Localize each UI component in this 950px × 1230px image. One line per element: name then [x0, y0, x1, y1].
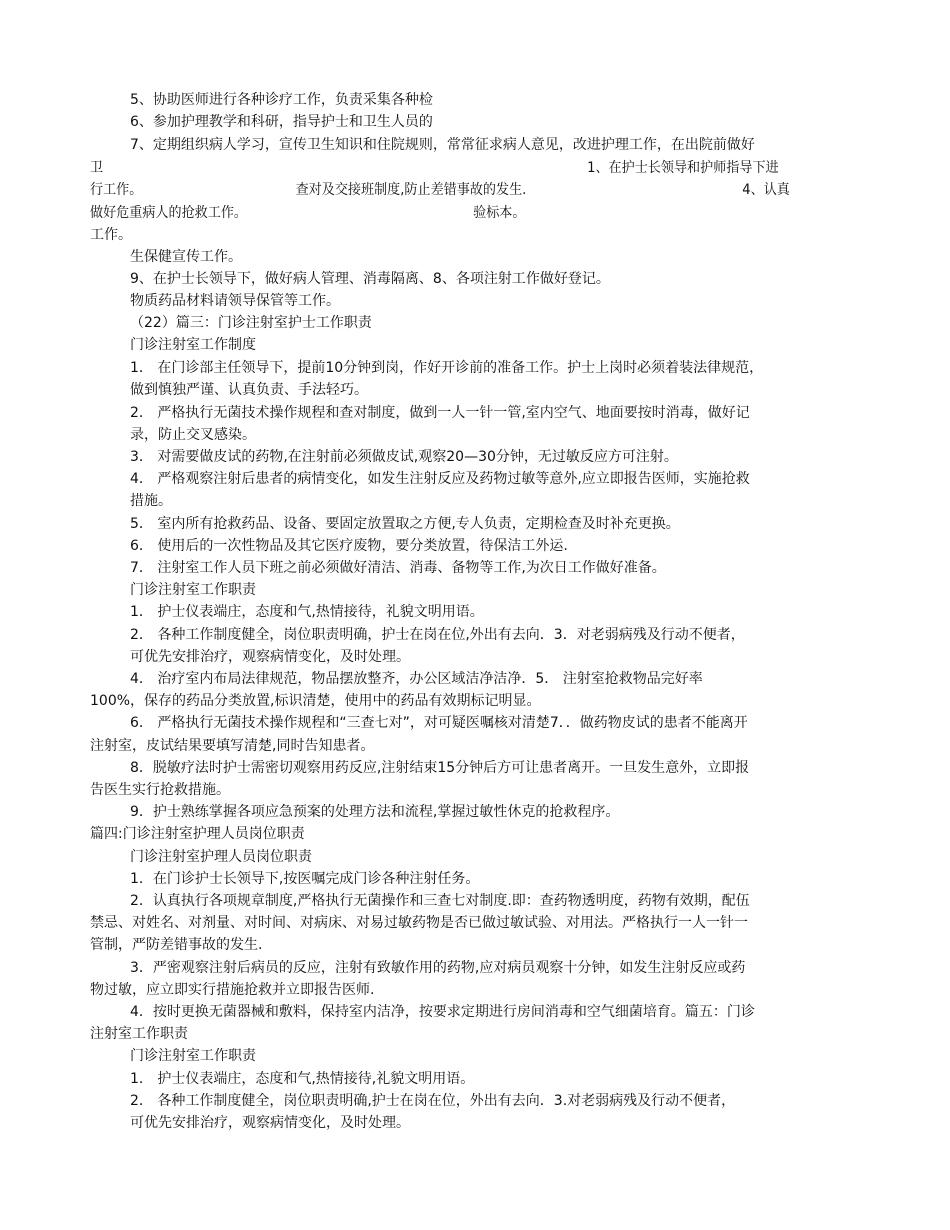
- text-line: 6、参加护理教学和科研，指导护士和卫生人员的: [130, 114, 433, 130]
- subheading: 门诊注射室工作职责: [130, 1048, 256, 1064]
- list-item: 1． 护士仪表端庄，态度和气,热情接待,礼貌文明用语。: [130, 1071, 475, 1087]
- text-fragment: 4、认真: [742, 182, 790, 198]
- subheading: 门诊注射室护理人员岗位职责: [130, 849, 312, 865]
- list-item: 4． 治疗室内布局法律规范，物品摆放整齐，办公区域洁净洁净．5． 注射室抢救物品完好率: [130, 671, 703, 687]
- paragraph-line: 物过敏，应立即实行措施抢救并立即报告医师.: [90, 982, 375, 998]
- list-item: 100%，保存的药品分类放置,标识清楚，使用中的药品有效期标记明显。: [90, 693, 541, 709]
- list-item: 1． 在门诊部主任领导下，提前10分钟到岗，作好开诊前的准备工作。护士上岗时必须着装法律规范，: [130, 360, 764, 376]
- paragraph-line: 禁忌、对姓名、对剂量、对时间、对病床、对易过敏药物是否已做过敏试验、对用法。严格执行一人一针一: [90, 915, 748, 931]
- list-item: 8．脱敏疗法时护士需密切观察用药反应,注射结束15分钟后方可让患者离开。一旦发生意外，立即报: [130, 760, 750, 776]
- text-line: 9、在护士长领导下，做好病人管理、消毒隔离、8、各项注射工作做好登记。: [130, 271, 610, 287]
- list-item: 告医生实行抢救措施。: [90, 782, 230, 798]
- list-item: 6． 严格执行无菌技术操作规程和“三查七对”，对可疑医嘱核对清楚7．．做药物皮试的患者不能离开: [130, 715, 748, 731]
- text-line: 5、协助医师进行各种诊疗工作，负责采集各种检: [130, 92, 433, 108]
- paragraph-line: 4．按时更换无菌器械和敷料，保持室内洁净，按要求定期进行房间消毒和空气细菌培育。篇五：门诊: [130, 1004, 755, 1020]
- subheading: 门诊注射室工作制度: [130, 337, 256, 353]
- text-line: 生保健宣传工作。: [130, 249, 242, 265]
- text-line: [90, 158, 875, 178]
- list-item: 7． 注射室工作人员下班之前必须做好清洁、消毒、备物等工作,为次日工作做好准备。: [130, 560, 666, 576]
- list-item: 录，防止交叉感染。: [130, 427, 256, 443]
- list-item: 1． 护士仪表端庄，态度和气,热情接待，礼貌文明用语。: [130, 604, 484, 620]
- list-item: 注射室，皮试结果要填写清楚,同时告知患者。: [90, 738, 375, 754]
- paragraph-line: 2．认真执行各项规章制度,严格执行无菌操作和三查七对制度.即：查药物透明度，药物有效期，配伍: [130, 893, 750, 909]
- text-fragment: 行工作。: [90, 182, 143, 198]
- section-heading: 篇四:门诊注射室护理人员岗位职责: [90, 826, 305, 842]
- text-line: 工作。: [90, 227, 132, 243]
- text-fragment: 查对及交接班制度,防止差错事故的发生.: [295, 182, 527, 198]
- list-item: 做到慎独严谨、认真负责、手法轻巧。: [130, 382, 368, 398]
- text-fragment: 1、在护士长领导和护师指导下进: [587, 160, 779, 176]
- list-item: 5． 室内所有抢救药品、设备、要固定放置取之方便,专人负责，定期检查及时补充更换。: [130, 516, 680, 532]
- section-heading: （22）篇三：门诊注射室护士工作职责: [130, 315, 372, 331]
- subheading: 门诊注射室工作职责: [130, 582, 256, 598]
- text-fragment: 卫: [90, 160, 104, 176]
- list-item: 措施。: [130, 493, 172, 509]
- text-line: 物质药品材料请领导保管等工作。: [130, 293, 340, 309]
- list-item: 9．护士熟练掌握各项应急预案的处理方法和流程,掌握过敏性休克的抢救程序。: [130, 804, 620, 820]
- paragraph-line: 管制，严防差错事故的发生.: [90, 937, 263, 953]
- text-line: 7、定期组织病人学习，宣传卫生知识和住院规则，常常征求病人意见，改进护理工作，在出院前做好: [130, 137, 755, 153]
- text-line: [90, 180, 875, 200]
- list-item: 可优先安排治疗，观察病情变化，及时处理。: [130, 1115, 410, 1131]
- paragraph-line: 1．在门诊护士长领导下,按医嘱完成门诊各种注射任务。: [130, 871, 480, 887]
- list-item: 4． 严格观察注射后患者的病情变化，如发生注射反应及药物过敏等意外,应立即报告医师，实施抢救: [130, 471, 750, 487]
- text-line: [90, 203, 875, 223]
- list-item: 3． 对需要做皮试的药物,在注射前必须做皮试,观察20—30分钟，无过敏反应方可注射。: [130, 449, 678, 465]
- paragraph-line: 3．严密观察注射后病员的反应，注射有致敏作用的药物,应对病员观察十分钟，如发生注射反应或药: [130, 960, 746, 976]
- text-fragment: 验标本。: [473, 205, 526, 221]
- list-item: 2． 各种工作制度健全，岗位职责明确，护士在岗在位,外出有去向．3．对老弱病残及行动不便者，: [130, 627, 745, 643]
- list-item: 2． 各种工作制度健全，岗位职责明确,护士在岗在位，外出有去向．3.对老弱病残及行动不便者，: [130, 1093, 736, 1109]
- text-fragment: 做好危重病人的抢救工作。: [90, 205, 247, 221]
- paragraph-line: 注射室工作职责: [90, 1026, 188, 1042]
- list-item: 2． 严格执行无菌技术操作规程和查对制度，做到一人一针一管,室内空气、地面要按时消毒，做好记: [130, 405, 750, 421]
- list-item: 6． 使用后的一次性物品及其它医疗废物，要分类放置，待保洁工外运.: [130, 538, 568, 554]
- list-item: 可优先安排治疗，观察病情变化，及时处理。: [130, 649, 410, 665]
